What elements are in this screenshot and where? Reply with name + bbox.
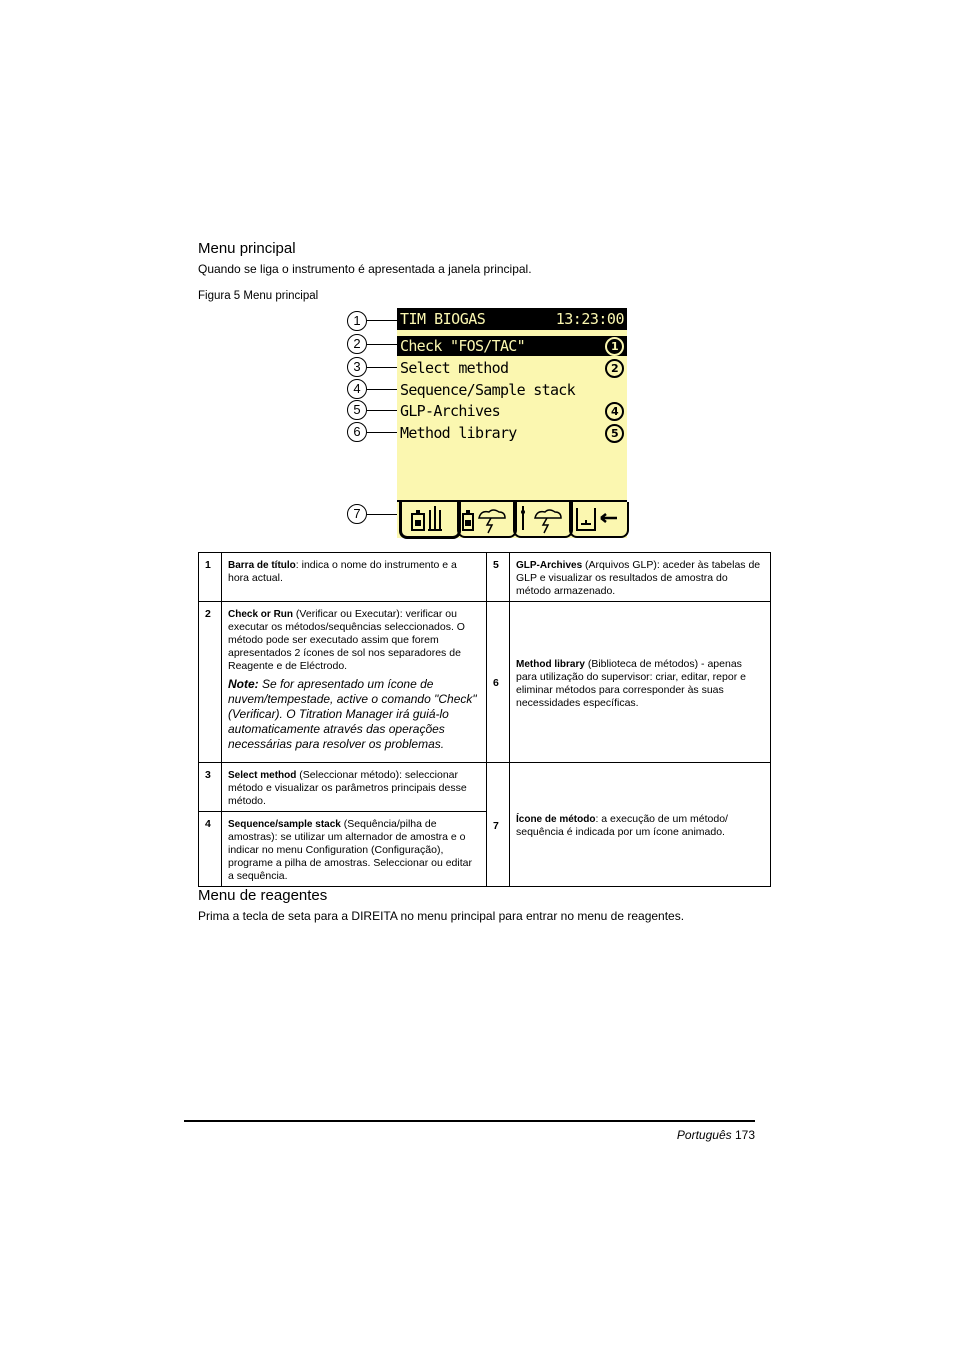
legend-number: 4 (199, 812, 222, 887)
legend-text: (Arquivos GLP): aceder às tabelas de GLP e visualizar os resultados de amostra do método armazenado. (516, 559, 761, 597)
callout-line (367, 432, 397, 433)
legend-number: 5 (487, 553, 510, 602)
instrument-name: TIM BIOGAS (400, 310, 486, 328)
callout-line (367, 367, 397, 368)
section-heading-reagent-menu: Menu de reagentes (198, 887, 328, 904)
shortcut-badge: 2 (605, 359, 624, 378)
legend-term: Check or Run (228, 609, 294, 620)
legend-term: Ícone de método (516, 814, 596, 825)
menu-item-label: Sequence/Sample stack (400, 381, 575, 399)
callout-line (367, 320, 397, 321)
callout-7: 7 (347, 504, 367, 524)
bottle-storm-icon (459, 502, 511, 534)
callout-6: 6 (347, 422, 367, 442)
callout-line (367, 344, 397, 345)
legend-term: Select method (228, 770, 297, 781)
tab-beaker[interactable] (569, 502, 629, 538)
legend-cell (222, 763, 487, 812)
lcd-screen (397, 308, 627, 538)
menu-item-glp-archives[interactable] (397, 401, 627, 421)
paragraph-text: Prima a tecla de seta para a (198, 909, 352, 923)
note-block (228, 677, 480, 752)
legend-term: GLP-Archives (516, 560, 583, 571)
key-name: DIREITA (351, 909, 398, 923)
menu-item-check[interactable] (397, 336, 627, 356)
beaker-arrow-icon (571, 502, 623, 534)
menu-item-sequence[interactable] (397, 380, 627, 400)
lcd-title-bar (397, 308, 627, 330)
legend-number: 1 (199, 553, 222, 602)
tab-electrode[interactable] (513, 502, 573, 538)
legend-text: (Sequência/pilha de amostras): se utilizar um alternador de amostra e o indicar no menu Configuration (Configuração), programe a pilha de amostras. Seleccionar ou editar a sequência. (228, 818, 472, 882)
legend-cell (222, 553, 487, 602)
legend-cell (510, 602, 771, 763)
callout-line (367, 410, 397, 411)
menu-item-select-method[interactable] (397, 358, 627, 378)
legend-term: Method library (516, 658, 585, 670)
clock-time: 13:23:00 (555, 310, 624, 328)
footer-rule (184, 1120, 755, 1122)
legend-number: 6 (487, 602, 510, 763)
bottle-electrode-icon (402, 502, 454, 534)
legend-cell (222, 602, 487, 763)
legend-number: 2 (199, 602, 222, 763)
legend-term: Sequence/sample stack (228, 819, 341, 830)
menu-item-label: GLP-Archives (400, 402, 500, 420)
intro-paragraph: Quando se liga o instrumento é apresentada a janela principal. (198, 262, 532, 276)
footer-language: Português (676, 1128, 732, 1142)
paragraph-text: no menu principal para entrar no menu de reagentes. (397, 909, 685, 923)
page-footer (677, 1128, 755, 1142)
legend-term: Barra de título (228, 560, 296, 571)
legend-cell (510, 553, 771, 602)
legend-number: 3 (199, 763, 222, 812)
figure-caption: Figura 5 Menu principal (198, 290, 319, 302)
menu-item-label: Check "FOS/TAC" (400, 337, 525, 355)
legend-text: (Seleccionar método): seleccionar método e visualizar os parâmetros principais desse método. (228, 769, 467, 807)
tab-reagent[interactable] (457, 502, 517, 538)
page-number: 173 (734, 1128, 755, 1142)
legend-text: (Verificar ou Executar): verificar ou executar os métodos/sequências seleccionados. O método pode ser executado assim que forem apresentados 2 ícones de sol nos separadores de Reagente e de Eléctrodo. (228, 608, 465, 672)
callout-5: 5 (347, 400, 367, 420)
menu-item-label: Method library (400, 424, 517, 442)
menu-item-method-library[interactable] (397, 423, 627, 443)
legend-cell (510, 763, 771, 887)
shortcut-badge: 1 (605, 337, 624, 356)
legend-table (198, 552, 771, 887)
callout-1: 1 (347, 311, 367, 331)
menu-item-label: Select method (400, 359, 509, 377)
legend-text: : indica o nome do instrumento e a hora actual. (228, 559, 457, 584)
callout-2: 2 (347, 334, 367, 354)
electrode-storm-icon (515, 502, 567, 534)
legend-text: (Biblioteca de métodos) - apenas para utilização do supervisor: criar, editar, repor e eliminar métodos para corresponder às suas necessidades específicas. (516, 657, 746, 709)
lcd-tab-bar (397, 500, 627, 540)
reagent-menu-paragraph (198, 909, 684, 923)
callout-4: 4 (347, 379, 367, 399)
callout-line (367, 389, 397, 390)
tab-method[interactable] (399, 502, 461, 539)
legend-cell (222, 812, 487, 887)
legend-text: : a execução de um método/ sequência é indicada por um ícone animado. (516, 813, 728, 838)
note-label: Note: (228, 677, 259, 691)
callout-3: 3 (347, 357, 367, 377)
section-heading-main-menu: Menu principal (198, 240, 296, 257)
legend-number: 7 (487, 763, 510, 887)
shortcut-badge: 5 (605, 424, 624, 443)
note-text: Se for apresentado um ícone de nuvem/tempestade, active o comando "Check" (Verificar). O Titration Manager irá guiá-lo automaticamente através das operações necessárias para resolver os problemas. (228, 677, 477, 751)
shortcut-badge: 4 (605, 402, 624, 421)
